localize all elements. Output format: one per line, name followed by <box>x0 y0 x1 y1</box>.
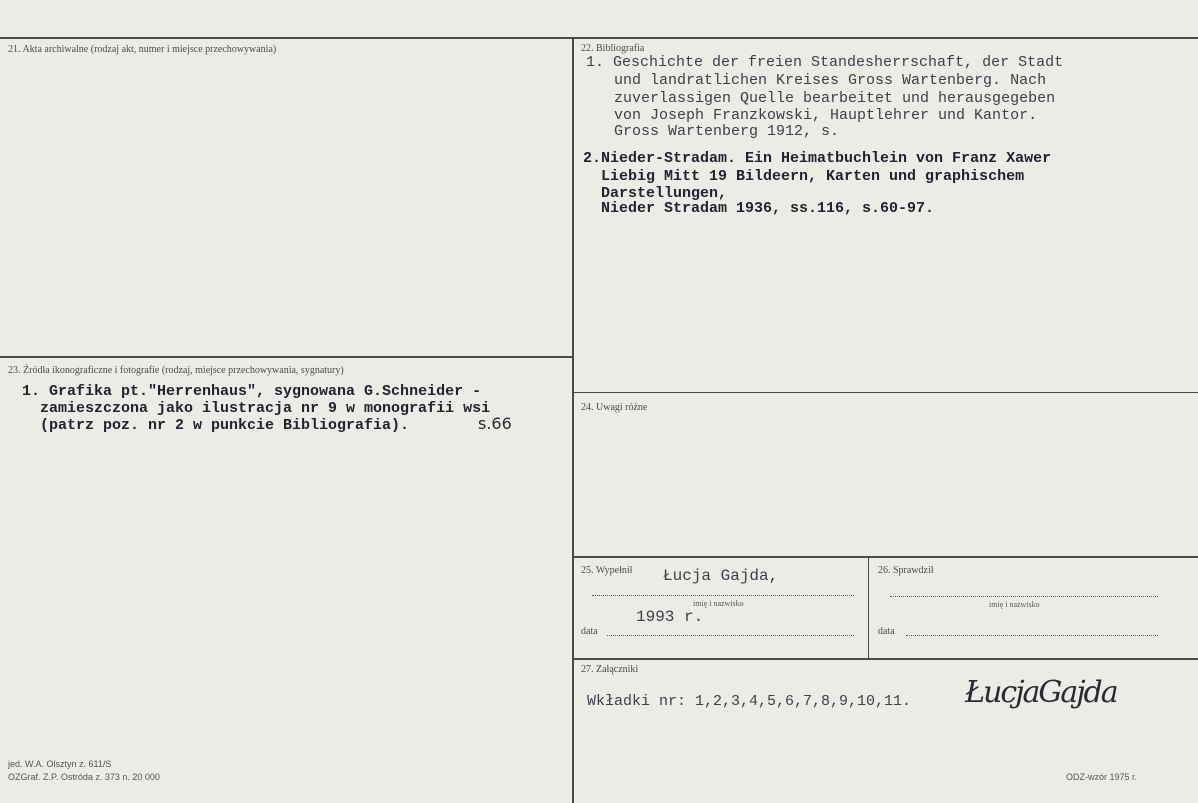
bibliography-item-1-line-4: von Joseph Franzkowski, Hauptlehrer und Kantor. <box>614 107 1038 124</box>
footer-left-line-1: jed. W.A. Olsztyn z. 611/S <box>8 759 112 769</box>
iconography-line-2: zamieszczona jako ilustracja nr 9 w monografii wsi <box>40 400 491 417</box>
section-27-label: 27. Załączniki <box>581 664 639 675</box>
bibliography-item-2-line-2: Liebig Mitt 19 Bildeern, Karten und graphischem <box>601 168 1025 185</box>
top-border <box>0 37 1198 39</box>
bibliography-item-2-line-3: Darstellungen, <box>601 185 728 202</box>
right-section-divider-27 <box>574 658 1198 660</box>
section-25-label: 25. Wypełnił <box>581 565 633 576</box>
bibliography-item-1-line-2: und landratlichen Kreises Gross Wartenberg. Nach <box>614 72 1047 89</box>
bibliography-item-1-line-3: zuverlassigen Quelle bearbeitet und herausgegeben <box>614 90 1056 107</box>
footer-right: ODZ-wzór 1975 r. <box>1066 772 1138 782</box>
filled-by-date-value: 1993 r. <box>636 608 704 626</box>
checked-by-name-line <box>890 596 1158 597</box>
checked-by-date-line <box>906 635 1158 636</box>
checked-by-date-label: data <box>878 626 895 637</box>
footer-left-line-2: OZGraf. Z.P. Ostróda z. 373 n. 20 000 <box>8 772 160 782</box>
right-section-divider-24 <box>574 392 1198 393</box>
bibliography-item-1-line-1: 1. Geschichte der freien Standesherrschaft, der Stadt <box>586 54 1064 71</box>
attachments-text: Wkładki nr: 1,2,3,4,5,6,7,8,9,10,11. <box>587 693 912 710</box>
signature: ŁucjaGajda <box>965 675 1117 710</box>
section-22-label: 22. Bibliografia <box>581 43 645 54</box>
left-section-divider <box>0 356 572 358</box>
filled-by-name: Łucja Gajda, <box>663 567 779 585</box>
section-23-label: 23. Źródła ikonograficzne i fotografie (rodzaj, miejsce przechowywania, sygnatury) <box>8 365 344 376</box>
iconography-line-3: (patrz poz. nr 2 w punkcie Bibliografia). <box>40 417 410 434</box>
checked-by-name-caption: imię i nazwisko <box>989 600 1040 609</box>
page-note: s.66 <box>478 414 512 433</box>
section-26-label: 26. Sprawdził <box>878 565 934 576</box>
section-24-label: 24. Uwagi różne <box>581 402 648 413</box>
center-vertical-divider <box>572 37 574 803</box>
filled-by-date-line <box>607 635 854 636</box>
section-21-label: 21. Akta archiwalne (rodzaj akt, numer i miejsce przechowywania) <box>8 44 277 55</box>
filled-by-date-label: data <box>581 626 598 637</box>
bibliography-item-2-line-1: 2.Nieder-Stradam. Ein Heimatbuchlein von Franz Xawer <box>583 150 1052 167</box>
box-25-26-divider <box>868 556 869 659</box>
iconography-line-1: 1. Grafika pt."Herrenhaus", sygnowana G.Schneider - <box>22 383 482 400</box>
bibliography-item-2-line-4: Nieder Stradam 1936, ss.116, s.60-97. <box>601 200 935 217</box>
right-section-divider-25 <box>574 556 1198 558</box>
filled-by-name-caption: imię i nazwisko <box>693 599 744 608</box>
bibliography-item-1-line-5: Gross Wartenberg 1912, s. <box>614 123 840 140</box>
filled-by-name-line <box>592 595 854 596</box>
